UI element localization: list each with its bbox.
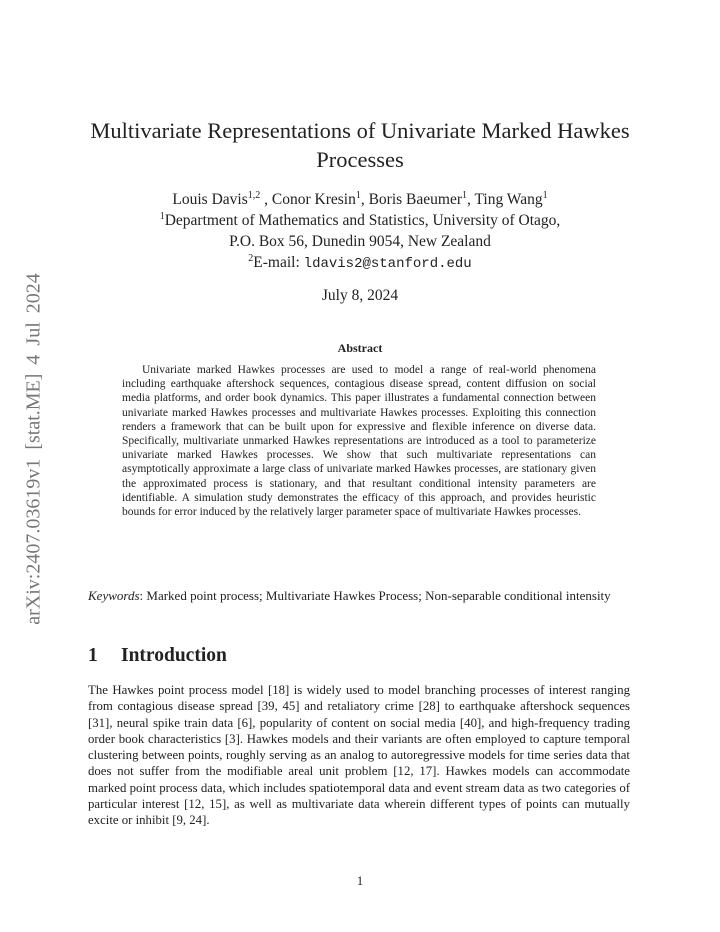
intro-paragraph: The Hawkes point process model [18] is widely used to model branching processes of interest ranging from contagious disease spread [39, 45] and retaliatory crime [28] to earthquake aftershock sequences [31], neural spike train data [6], popularity of content on social media [40], and high-frequency trading order book characteristics [3]. Hawkes models and their variants are often employed to capture temporal clustering between points, roughly serving as an analog to autoregressive models for time series data that does not suffer from the modifiable areal unit problem [12, 17]. Hawkes models can accommodate marked point process data, which includes spatiotemporal data and event stream data as two categories of particular interest [12, 15], as well as multivariate data wherein different types of points can mutually excite or inhibit [9, 24].: [88, 683, 630, 828]
page-number: 1: [356, 874, 364, 888]
keywords-label: Keywords: [88, 588, 140, 603]
author-name: Louis Davis: [172, 191, 248, 208]
abstract-text: Univariate marked Hawkes processes are used to model a range of real-world phenomena including earthquake aftershock sequences, contagious disease spread, content diffusion on social media platforms, and order book dynamics. This paper illustrates a fundamental connection between univariate marked Hawkes processes and multivariate Hawkes processes. Exploiting this connection renders a framework that can be built upon for expressive and flexible inference on diverse data. Specifically, multivariate unmarked Hawkes representations are introduced as a tool to parameterize univariate marked Hawkes processes. We show that such multivariate representations can asymptotically approximate a large class of univariate marked Hawkes processes, are stationary given the approximated process is stationary, and that resultant conditional intensity parameters are identifiable. A simulation study demonstrates the efficacy of this approach, and provides heuristic bounds for error induced by the relatively larger parameter space of multivariate Hawkes processes.: [122, 364, 596, 519]
arxiv-sidebar-stamp: [18, 258, 50, 640]
author-list: Louis Davis$^{1,2}$ , Conor Kresin$^1$, Boris Baeumer$^1$, Ting Wang$^1$: [172, 190, 548, 208]
email-marker: 2: [248, 253, 254, 264]
affiliation-line: $^1$Department of Mathematics and Statistics, University of Otago,: [159, 211, 561, 229]
paper-title: Multivariate Representations of Univariate Marked Hawkes Processes: [90, 118, 630, 172]
keywords: [88, 587, 630, 604]
affiliation-address: P.O. Box 56, Dunedin 9054, New Zealand: [229, 233, 491, 250]
author-name: Boris Baeumer: [368, 191, 462, 208]
affiliation-marker: 1: [159, 211, 165, 222]
paper-date: July 8, 2024: [321, 287, 399, 304]
author-name: Conor Kresin: [271, 191, 356, 208]
email-line: [90, 252, 630, 275]
author-name: Ting Wang: [474, 191, 543, 208]
author-affiliation-marker: 1: [355, 190, 361, 201]
author-affiliation-marker: 1: [462, 190, 467, 201]
section-title: Introduction: [121, 645, 227, 666]
author-affiliation-marker: 1,2: [247, 190, 261, 201]
abstract-heading: Abstract: [337, 341, 383, 355]
keywords-text: : Marked point process; Multivariate Hawkes Process; Non-separable conditional intensity: [139, 588, 611, 603]
section-heading: [88, 645, 227, 667]
author-affiliation-marker: 1: [542, 190, 548, 201]
email-address[interactable]: ldavis2@stanford.edu: [303, 256, 472, 272]
email-label: E-mail:: [253, 254, 304, 271]
section-number: 1: [88, 645, 98, 666]
arxiv-id: arXiv:2407.03619v1 [stat.ME] 4 Jul 2024: [22, 273, 45, 625]
author-block: [90, 189, 630, 275]
